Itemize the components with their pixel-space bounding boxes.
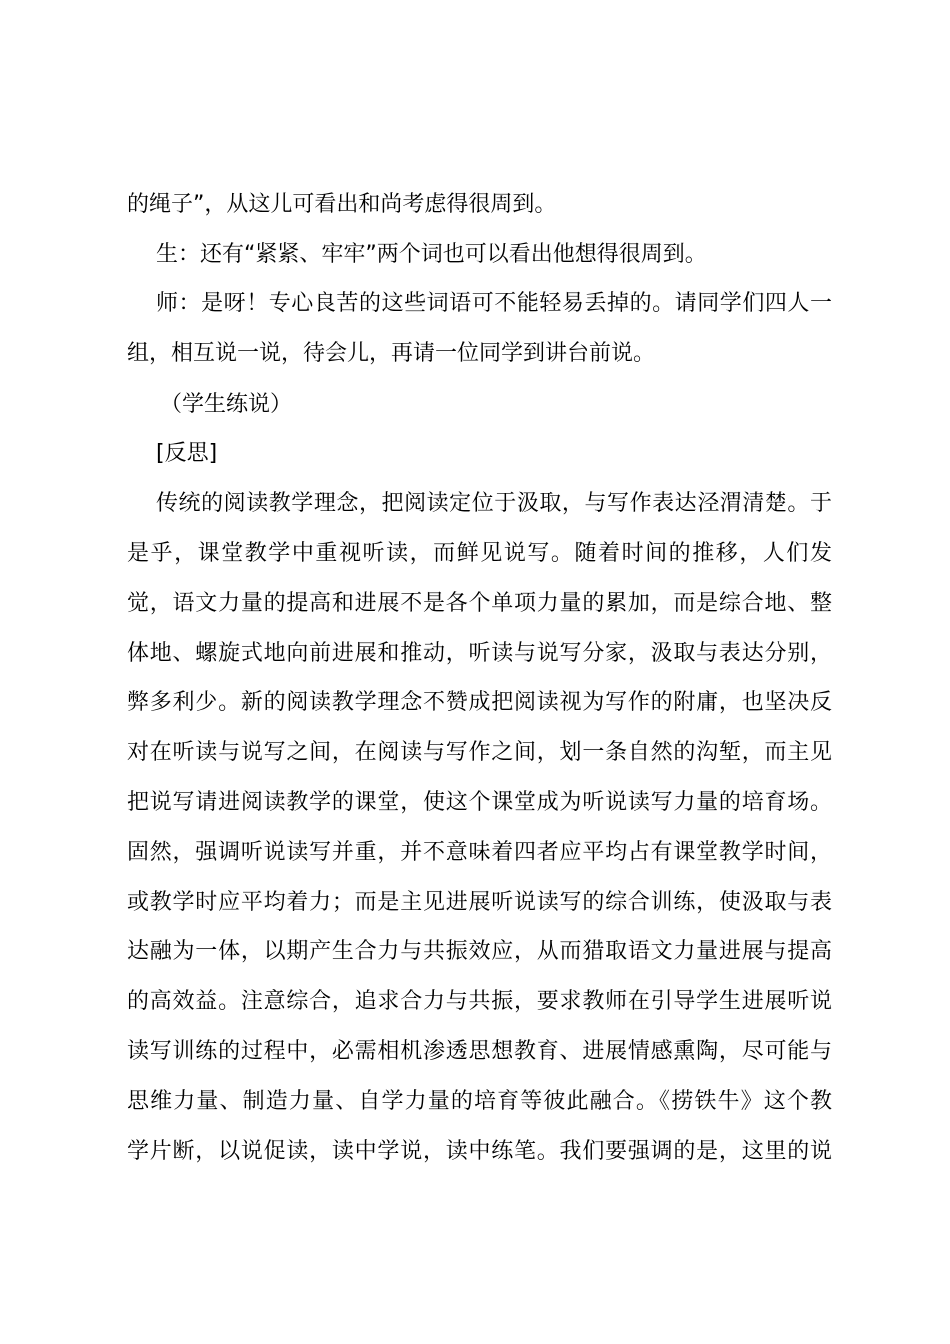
text-line-19: 思维力量、制造力量、自学力量的培育等彼此融合。《捞铁牛》这个教 (127, 1089, 832, 1114)
text-line-17: 的高效益。注意综合，追求合力与共振，要求教师在引导学生进展听说 (127, 989, 832, 1014)
text-line-6: [反思] (156, 441, 218, 466)
text-line-1: 的绳子”，从这儿可看出和尚考虑得很周到。 (127, 192, 557, 217)
text-line-10: 体地、螺旋式地向前进展和推动，听读与说写分家，汲取与表达分别， (127, 641, 832, 666)
text-line-14: 固然，强调听说读写并重，并不意味着四者应平均占有课堂教学时间， (127, 840, 832, 865)
text-line-12: 对在听读与说写之间，在阅读与写作之间，划一条自然的沟堑，而主见 (127, 740, 832, 765)
text-line-16: 达融为一体，以期产生合力与共振效应，从而猎取语文力量进展与提高 (127, 939, 832, 964)
text-line-5: （学生练说） (160, 392, 293, 417)
text-line-13: 把说写请进阅读教学的课堂，使这个课堂成为听说读写力量的培育场。 (127, 790, 832, 815)
text-line-3: 师：是呀！专心良苦的这些词语可不能轻易丢掉的。请同学们四人一 (156, 291, 832, 316)
text-line-20: 学片断，以说促读，读中学说，读中练笔。我们要强调的是，这里的说 (127, 1139, 832, 1164)
text-line-2: 生：还有“紧紧、牢牢”两个词也可以看出他想得很周到。 (156, 242, 707, 267)
text-line-9: 觉，语文力量的提高和进展不是各个单项力量的累加，而是综合地、整 (127, 591, 832, 616)
text-line-18: 读写训练的过程中，必需相机渗透思想教育、进展情感熏陶，尽可能与 (127, 1039, 832, 1064)
text-line-7: 传统的阅读教学理念，把阅读定位于汲取，与写作表达泾渭清楚。于 (156, 491, 832, 516)
text-line-8: 是乎，课堂教学中重视听读，而鲜见说写。随着时间的推移，人们发 (127, 541, 832, 566)
text-line-11: 弊多利少。新的阅读教学理念不赞成把阅读视为写作的附庸，也坚决反 (127, 690, 832, 715)
text-line-15: 或教学时应平均着力；而是主见进展听说读写的综合训练，使汲取与表 (127, 890, 832, 915)
text-line-4: 组，相互说一说，待会儿，再请一位同学到讲台前说。 (127, 341, 656, 366)
